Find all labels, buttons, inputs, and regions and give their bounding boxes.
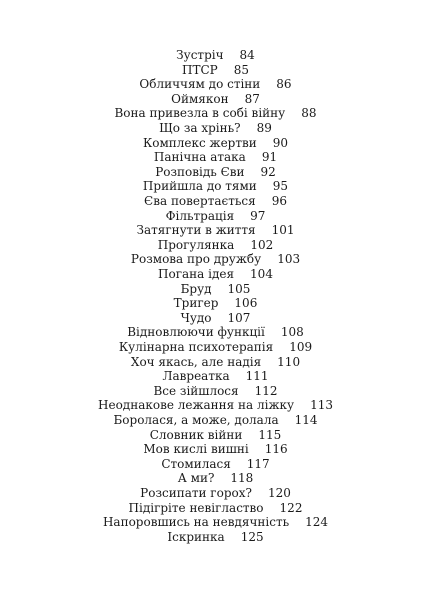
toc-entry-page-number: 103 <box>277 252 301 267</box>
toc-entry <box>0 136 431 151</box>
toc-entry-page-number: 118 <box>230 471 254 486</box>
toc-entry-title: Стомилася <box>161 456 231 471</box>
toc-entry-page-number: 102 <box>250 237 274 252</box>
toc-entry-page-number: 112 <box>254 383 278 398</box>
toc-entry <box>0 223 431 238</box>
toc-entry-title: Словник війни <box>149 427 243 442</box>
toc-entry <box>0 267 431 282</box>
toc-entry-title: Оймякон <box>171 91 229 106</box>
toc-entry <box>0 150 431 165</box>
toc-entry-title: Погана ідея <box>158 267 235 281</box>
toc-entry <box>0 355 431 370</box>
toc-entry <box>0 296 431 311</box>
toc-entry-page-number: 122 <box>279 500 303 515</box>
toc-entry <box>0 486 431 501</box>
toc-entry-title: Тригер <box>173 296 219 311</box>
toc-entry <box>0 325 431 340</box>
toc-entry <box>0 311 431 326</box>
toc-entry <box>0 471 431 486</box>
toc-entry-title: Все зійшлося <box>153 383 239 398</box>
toc-entry-page-number: 107 <box>227 310 251 325</box>
toc-entry <box>0 428 431 443</box>
toc-entry-page-number: 86 <box>276 77 292 92</box>
toc-entry-title: Панічна атака <box>153 150 246 165</box>
toc-entry-page-number: 120 <box>267 486 291 500</box>
toc-entry-title: Мов кислі вишні <box>143 442 249 457</box>
toc-entry-title: Розмова про дружбу <box>130 252 262 267</box>
toc-entry-page-number: 101 <box>271 223 295 238</box>
toc-entry <box>0 384 431 399</box>
toc-entry-page-number: 89 <box>256 121 272 135</box>
toc-entry-title: Бруд <box>180 281 212 296</box>
toc-entry-title: Відновлюючи функції <box>127 325 265 340</box>
toc-entry <box>0 501 431 516</box>
toc-entry-page-number: 96 <box>271 194 287 208</box>
toc-entry-page-number: 114 <box>294 413 318 427</box>
toc-entry <box>0 340 431 355</box>
toc-entry <box>0 369 431 384</box>
toc-entry-page-number: 87 <box>244 91 260 106</box>
toc-entry-page-number: 88 <box>301 106 317 121</box>
toc-entry-page-number: 113 <box>310 398 333 413</box>
toc-entry-page-number: 90 <box>272 135 289 150</box>
toc-entry-title: Кулінарна психотерапія <box>118 340 274 354</box>
toc-entry <box>0 515 431 530</box>
toc-entry-title: Фільтрація <box>165 208 235 223</box>
toc-entry <box>0 63 431 78</box>
toc-entry-page-number: 108 <box>280 325 304 340</box>
toc-entry-title: Комплекс жертви <box>142 135 257 150</box>
toc-entry-page-number: 117 <box>246 456 270 471</box>
toc-entry-title: Іскринка <box>167 529 225 544</box>
toc-entry-title: Напоровшись на невдячність <box>102 515 290 530</box>
toc-entry-title: Затягнути в життя <box>136 223 256 238</box>
toc-entry-title: Неоднакове лежання на ліжку <box>98 398 295 413</box>
toc-entry-page-number: 110 <box>277 354 301 369</box>
toc-entry-title: Вона привезла в собі війну <box>114 106 286 121</box>
toc-entry-title: Що за хрінь? <box>159 121 241 135</box>
toc-entry-title: Підігріте невігластво <box>128 500 264 515</box>
toc-entry-title: Прогулянка <box>157 237 235 252</box>
toc-entry-page-number: 125 <box>240 529 264 544</box>
toc-entry-title: ПТСР <box>181 62 218 77</box>
toc-entry-page-number: 109 <box>289 340 313 354</box>
toc-entry-title: Лавреатка <box>162 369 230 384</box>
toc-entry-page-number: 84 <box>239 48 255 62</box>
toc-entry <box>0 165 431 180</box>
toc-entry-page-number: 97 <box>250 208 266 223</box>
toc-entry-page-number: 105 <box>227 281 251 296</box>
toc-entry-page-number: 106 <box>234 296 258 311</box>
toc-entry <box>0 194 431 209</box>
toc-entry <box>0 92 431 107</box>
toc-entry <box>0 282 431 297</box>
toc-entry-page-number: 116 <box>264 442 288 457</box>
toc-entry <box>0 179 431 194</box>
toc-entry <box>0 413 431 428</box>
toc-entry <box>0 209 431 224</box>
toc-entry <box>0 398 431 413</box>
toc-entry-page-number: 91 <box>261 150 278 165</box>
toc-entry-title: Розсипати горох? <box>140 486 252 500</box>
toc-entry-page-number: 95 <box>272 179 289 194</box>
toc-entry <box>0 252 431 267</box>
toc-entry-page-number: 115 <box>258 427 282 442</box>
toc-entry <box>0 77 431 92</box>
toc-entry-title: Єва повертається <box>144 194 256 208</box>
toc-entry-title: Прийшла до тями <box>142 179 257 194</box>
toc-entry-title: Обличчям до стіни <box>139 77 261 92</box>
toc-entry <box>0 121 431 136</box>
toc-entry-title: Боролася, а може, долала <box>113 413 279 427</box>
toc-entry-title: Хоч якась, але надія <box>130 354 262 369</box>
toc-entry-title: Розповідь Єви <box>155 164 245 179</box>
toc-entry-page-number: 85 <box>233 62 249 77</box>
toc-entry <box>0 457 431 472</box>
toc-entry-page-number: 111 <box>245 369 269 384</box>
toc-entry <box>0 48 431 63</box>
toc-entry-title: Зустріч <box>176 48 224 62</box>
toc-entry-title: А ми? <box>177 471 215 486</box>
toc-entry-page-number: 124 <box>305 515 329 530</box>
toc-entry-page-number: 104 <box>250 267 273 281</box>
toc-entry-page-number: 92 <box>260 164 276 179</box>
toc-entry <box>0 238 431 253</box>
toc-entry <box>0 530 431 545</box>
toc-entry-title: Чудо <box>180 310 212 325</box>
toc-entry <box>0 106 431 121</box>
toc-entry <box>0 442 431 457</box>
